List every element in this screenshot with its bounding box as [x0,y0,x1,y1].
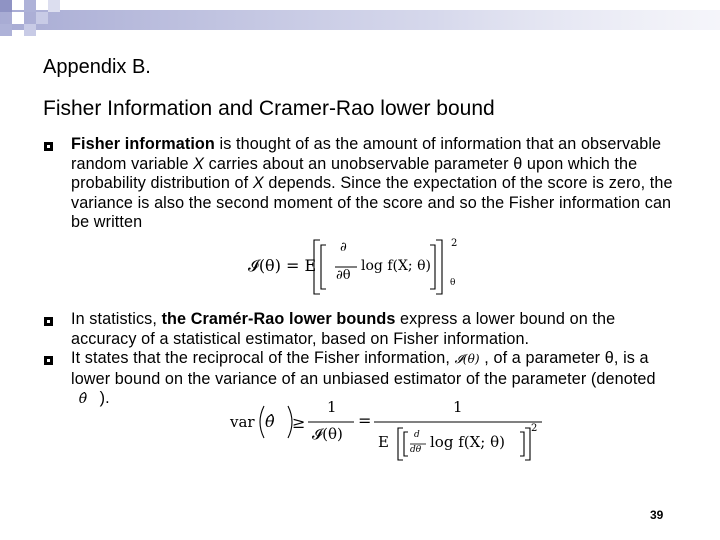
bullet-fisher-information: Fisher information is thought of as the amount of information that an observable random variable X carries about an unobservable parameter θ upon which the probability distribution of X depends. Since the expectation of the score is zero, the variance is also the second moment of the score and so the Fisher information can be written [71,135,673,231]
formula-fisher-denominator: 𝓘(θ) [312,425,343,443]
formula-theta-condition: θ [450,278,456,288]
decorative-square [0,24,12,36]
decorative-square [0,0,12,12]
formula-theta-hat: θ̂ [265,412,275,431]
decorative-stripe [0,10,720,30]
formula-one-numerator-b: 1 [453,398,463,416]
formula-partial-numerator: ∂ [340,240,347,255]
decorative-square [24,0,36,12]
formula-d-numerator: d [414,430,420,440]
decorative-band [0,0,720,50]
decorative-square [24,24,36,36]
formula-exponent: 2 [451,238,458,249]
formula-exponent-2: 2 [531,423,538,434]
bullet-marker [44,317,53,326]
slide-title: Fisher Information and Cramer-Rao lower bound [43,97,495,120]
formula-log-term: log f(X; θ) [361,258,431,274]
bullet-reciprocal-statement: It states that the reciprocal of the Fisher information, 𝓘(θ) , of a parameter θ, is a lower bound on the variance of an unbiased estimator of the parameter (denoted θ̂ ). [71,349,656,407]
decorative-square [12,36,24,48]
formula-var: var [230,413,255,431]
formula-fraction-line-a [308,420,354,424]
formula-expectation: E [378,433,389,451]
formula-one-numerator-a: 1 [327,398,337,416]
formula-log-term-2: log f(X; θ) [430,433,505,451]
formula-fisher-lhs: 𝓘(θ) = E [248,256,317,275]
formula-geq: ≥ [292,413,306,432]
formula-partial-denominator: ∂θ [336,268,351,283]
bullet-marker [44,356,53,365]
formula-equals: = [358,411,372,430]
decorative-square [36,12,48,24]
formula-d-denominator: dθ [410,445,422,455]
decorative-square [48,0,60,12]
bullet-cramer-rao: In statistics, the Cramér-Rao lower bounds express a lower bound on the accuracy of a statistical estimator, based on Fisher information. [71,310,616,348]
decorative-square [12,12,24,24]
appendix-heading: Appendix B. [43,56,151,78]
bullet-marker [44,142,53,151]
page-number: 39 [650,508,664,522]
formula-var-parens [256,404,296,440]
